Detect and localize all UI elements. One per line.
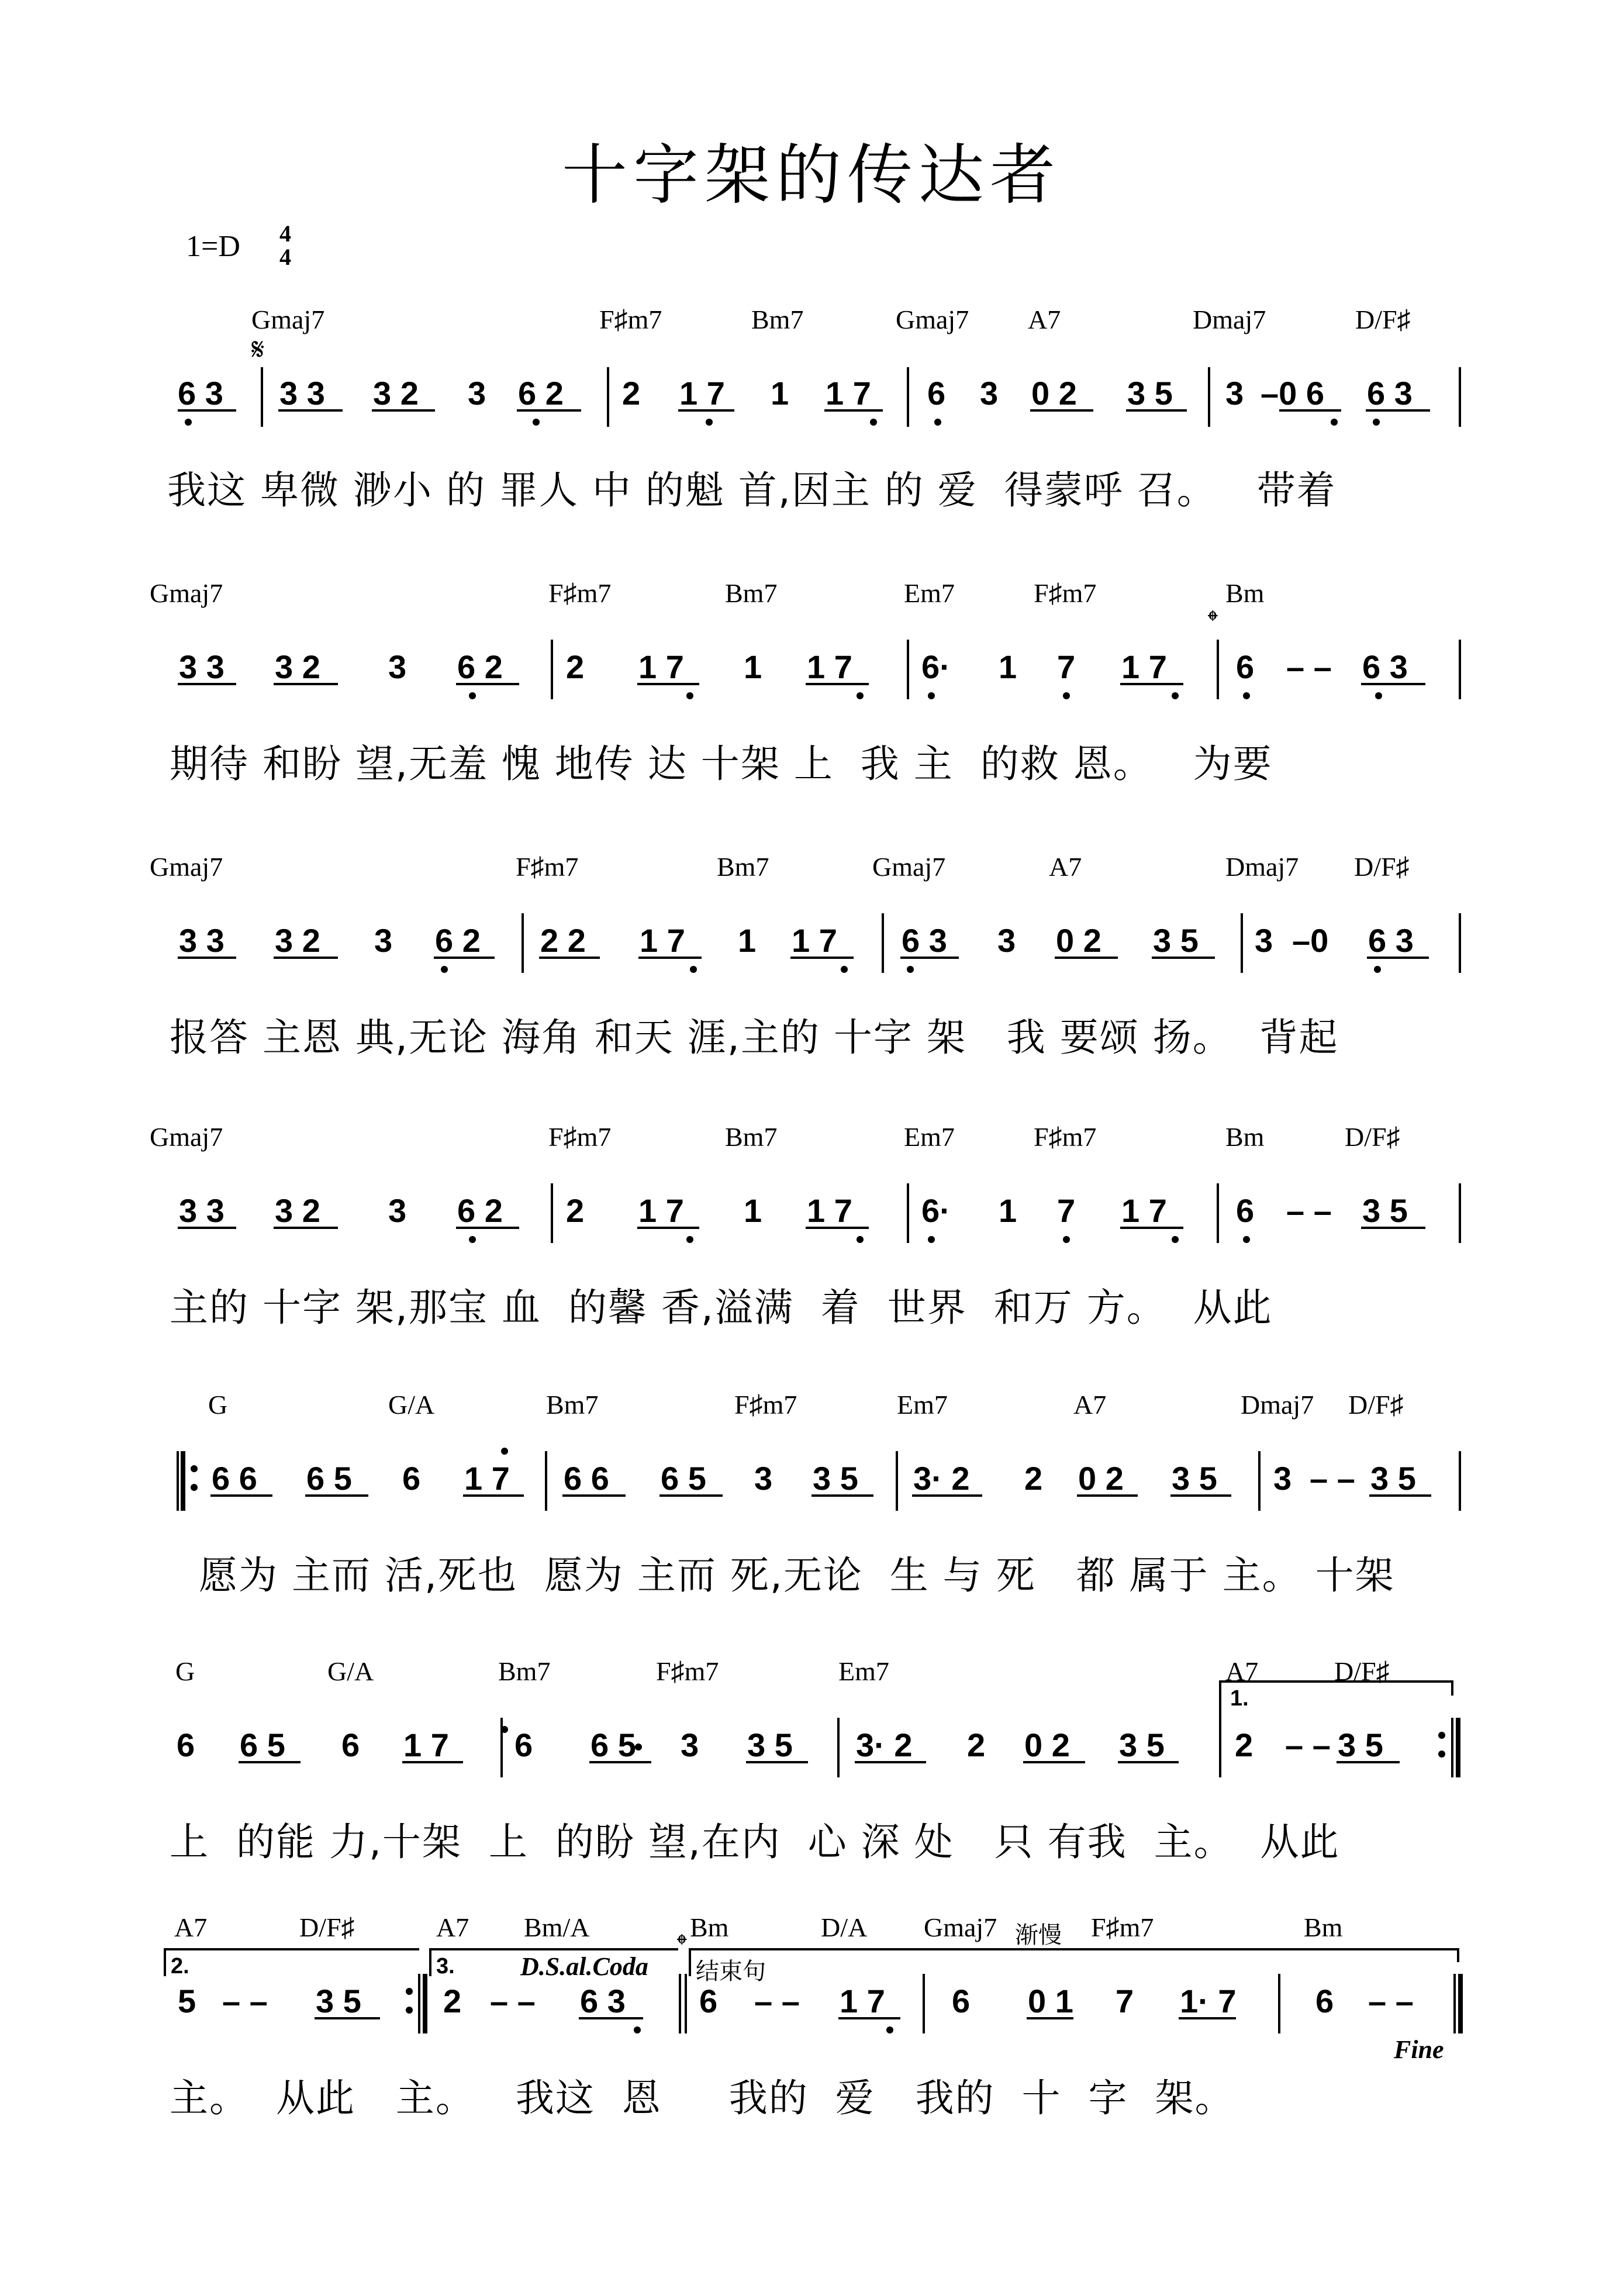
note: –0 6 <box>1261 375 1324 412</box>
note: 3 5 <box>747 1727 793 1763</box>
note: 2 <box>443 1983 462 2019</box>
notation-row <box>0 1982 1623 2052</box>
note: 1 7 <box>840 1983 885 2019</box>
system-7 <box>0 1912 1623 2146</box>
coda-icon: 𝄌 <box>1208 605 1218 637</box>
note: 3 5 <box>1172 1460 1217 1497</box>
chord: A7 <box>174 1912 208 1942</box>
note: 3 5 <box>316 1983 361 2019</box>
note: 3 2 <box>275 648 320 685</box>
chord: A7 <box>1028 305 1061 334</box>
note: 6 3 <box>1367 375 1413 412</box>
note: 7 <box>1057 1192 1076 1229</box>
note: 3 2 <box>275 922 320 959</box>
note: 1 <box>744 648 762 685</box>
time-signature <box>274 222 297 269</box>
note: 3 5 <box>1119 1727 1165 1763</box>
chord: F♯m7 <box>516 852 579 882</box>
chord: Bm7 <box>725 1122 778 1152</box>
note: 3 3 <box>179 922 225 959</box>
chord: Bm/A <box>524 1912 590 1942</box>
note: 2 2 <box>540 922 586 959</box>
volta-1-label: 1. <box>1230 1686 1249 1711</box>
note: 3 <box>1255 922 1273 959</box>
note: 6 6 <box>212 1460 257 1497</box>
note: 6 <box>177 1727 195 1763</box>
note: 3 5 <box>813 1460 858 1497</box>
segno-icon: 𝄋 <box>251 332 265 367</box>
time-sig-bottom: 4 <box>279 244 291 270</box>
chord: D/F♯ <box>1345 1122 1400 1152</box>
system-1 <box>0 304 1623 538</box>
note: 3 <box>388 1192 407 1229</box>
chord: D/F♯ <box>1354 852 1410 882</box>
chord: D/A <box>821 1912 868 1942</box>
chord: D/F♯ <box>1348 1390 1404 1420</box>
note: 3· 2 <box>913 1460 970 1497</box>
note: 0 2 <box>1078 1460 1124 1497</box>
lyric-line: 报答 主恩 典,无论 海角 和天 涯,主的 十字 架 我 要颂 扬。 背起 <box>170 1015 1339 1060</box>
chord: A7 <box>436 1912 469 1942</box>
system-2 <box>0 578 1623 812</box>
note: 1 <box>999 648 1017 685</box>
note: 1 7 <box>640 922 685 959</box>
note: – – <box>1310 1460 1355 1497</box>
volta-2-label: 2. <box>171 1954 189 1979</box>
note: 2 <box>1024 1460 1043 1497</box>
note: 6· <box>921 648 951 685</box>
chord: A7 <box>1049 852 1082 882</box>
chord: G <box>208 1390 228 1420</box>
note: 6 2 <box>457 1192 503 1229</box>
note: 6 5 <box>240 1727 285 1763</box>
note: 3 <box>1225 375 1244 412</box>
lyric-line: 愿为 主而 活,死也 愿为 主而 死,无论 生 与 死 都 属于 主。 十架 <box>199 1553 1395 1598</box>
note: 3· 2 <box>856 1727 913 1763</box>
note: 0 2 <box>1031 375 1077 412</box>
note: –0 <box>1292 922 1329 959</box>
note: 1 7 <box>638 648 684 685</box>
chord: Bm7 <box>725 578 778 608</box>
note: 3 5 <box>1127 375 1173 412</box>
lyric-line: 主的 十字 架,那宝 血 的馨 香,溢满 着 世界 和万 方。 从此 <box>170 1285 1273 1330</box>
chord: Em7 <box>904 578 955 608</box>
note: 1 7 <box>403 1727 449 1763</box>
chord: G/A <box>388 1390 435 1420</box>
chord: Em7 <box>838 1656 889 1686</box>
note: 1 7 <box>638 1192 684 1229</box>
lyric-line: 上 的能 力,十架 上 的盼 望,在内 心 深 处 只 有我 主。 从此 <box>170 1819 1340 1865</box>
notation-row <box>0 1192 1623 1262</box>
system-3 <box>0 851 1623 1085</box>
note: 1 <box>738 922 757 959</box>
note: 1 <box>771 375 789 412</box>
chord: Dmaj7 <box>1225 852 1299 882</box>
note: 3 2 <box>275 1192 320 1229</box>
note: – – <box>490 1983 536 2019</box>
note: 3 <box>681 1727 699 1763</box>
coda-icon: 𝄌 <box>677 1928 687 1961</box>
key-signature: 1=D <box>186 230 240 263</box>
note: 7 <box>1116 1983 1134 2019</box>
note: 7 <box>1057 648 1076 685</box>
note: 0 2 <box>1056 922 1101 959</box>
note: – – <box>1286 648 1332 685</box>
note: 1 7 <box>807 648 852 685</box>
note: 2 <box>622 375 641 412</box>
note: 1 7 <box>826 375 871 412</box>
system-6 <box>0 1656 1623 1890</box>
chord: F♯m7 <box>1091 1912 1154 1942</box>
note: 1· 7 <box>1180 1983 1237 2019</box>
chord: Gmaj7 <box>150 852 223 882</box>
notation-row <box>0 374 1623 444</box>
note: 6 <box>927 375 946 412</box>
chord: D/F♯ <box>299 1912 355 1942</box>
chord: Bm7 <box>546 1390 599 1420</box>
note: 3 <box>374 922 393 959</box>
note: 3 2 <box>373 375 419 412</box>
note: 6 2 <box>457 648 503 685</box>
note: 1 7 <box>1121 1192 1167 1229</box>
note: – – <box>754 1983 800 2019</box>
note: 1 7 <box>807 1192 852 1229</box>
note: 6 3 <box>902 922 947 959</box>
chord: F♯m7 <box>548 1122 612 1152</box>
chord: A7 <box>1073 1390 1107 1420</box>
note: 6 3 <box>1368 922 1414 959</box>
note: 1 7 <box>1121 648 1167 685</box>
note: 1 7 <box>464 1460 510 1497</box>
chord: Gmaj7 <box>150 578 223 608</box>
note: 2 <box>566 1192 585 1229</box>
note: – – <box>1286 1192 1332 1229</box>
note: 1 <box>999 1192 1017 1229</box>
note: 2 <box>967 1727 986 1763</box>
note: 6 3 <box>1362 648 1408 685</box>
note: – – <box>1368 1983 1414 2019</box>
chord: F♯m7 <box>1034 1122 1097 1152</box>
system-4 <box>0 1121 1623 1355</box>
note: 6 2 <box>518 375 564 412</box>
notation-row <box>0 921 1623 992</box>
notation-row <box>0 1459 1623 1529</box>
note: 3 5 <box>1362 1192 1408 1229</box>
note: 0 1 <box>1028 1983 1073 2019</box>
note: 3 <box>468 375 486 412</box>
note: 6 <box>514 1727 533 1763</box>
note: 6 2 <box>435 922 481 959</box>
note: 6 6 <box>564 1460 609 1497</box>
notation-row <box>0 1726 1623 1796</box>
note: 6 <box>952 1983 971 2019</box>
note: 6 <box>699 1983 718 2019</box>
note: 3 <box>388 648 407 685</box>
note: 1 <box>744 1192 762 1229</box>
chord: Gmaj7 <box>872 852 946 882</box>
note: 0 2 <box>1024 1727 1070 1763</box>
note: 6 5 <box>661 1460 706 1497</box>
time-sig-top: 4 <box>279 220 291 247</box>
note: 3 <box>1273 1460 1292 1497</box>
chord: Gmaj7 <box>251 305 325 334</box>
chord: Dmaj7 <box>1241 1390 1314 1420</box>
note: 3 5 <box>1370 1460 1416 1497</box>
note: 6 3 <box>178 375 223 412</box>
chord: Gmaj7 <box>896 305 969 334</box>
note: 3 3 <box>279 375 325 412</box>
note: 6 <box>1315 1983 1334 2019</box>
note: – – <box>222 1983 268 2019</box>
note: – – <box>1285 1727 1331 1763</box>
note: 3 3 <box>179 1192 225 1229</box>
chord: F♯m7 <box>734 1390 797 1420</box>
tempo-marking: 渐慢 <box>1015 1922 1062 1949</box>
ending-phrase-label: 结束句 <box>696 1958 766 1985</box>
note: 6 <box>1236 648 1255 685</box>
chord: Em7 <box>897 1390 948 1420</box>
note: 2 <box>566 648 585 685</box>
chord: F♯m7 <box>656 1656 719 1686</box>
chord: F♯m7 <box>548 578 612 608</box>
note: 3 3 <box>179 648 225 685</box>
note: 6 <box>341 1727 360 1763</box>
note: 3 <box>980 375 999 412</box>
note: 5 <box>178 1983 196 2019</box>
chord: F♯m7 <box>599 305 662 334</box>
chord: Bm <box>1304 1912 1343 1942</box>
chord: G/A <box>327 1656 374 1686</box>
chord: Gmaj7 <box>924 1912 997 1942</box>
note: 2 <box>1235 1727 1253 1763</box>
chord: D/F♯ <box>1355 305 1411 334</box>
note: 3 <box>997 922 1016 959</box>
chord: Bm7 <box>717 852 769 882</box>
note: 1 7 <box>679 375 725 412</box>
system-5 <box>0 1389 1623 1623</box>
chord: G <box>175 1656 195 1686</box>
note: 3 5 <box>1338 1727 1383 1763</box>
chord: Bm <box>690 1912 729 1942</box>
ds-al-coda: D.S.al.Coda <box>520 1952 648 1981</box>
note: 6 <box>1236 1192 1255 1229</box>
lyric-line: 期待 和盼 望,无羞 愧 地传 达 十架 上 我 主 的救 恩。 为要 <box>170 741 1273 786</box>
note: 6 3 <box>580 1983 626 2019</box>
chord: Gmaj7 <box>150 1122 223 1152</box>
fine-marking: Fine <box>1394 2035 1444 2064</box>
chord: Bm7 <box>498 1656 551 1686</box>
song-title: 十字架的传达者 <box>562 137 1061 213</box>
note: 6· <box>921 1192 951 1229</box>
note: 6 5 <box>591 1727 636 1763</box>
volta-3-label: 3. <box>436 1954 455 1979</box>
note: 3 5 <box>1153 922 1199 959</box>
note: 6 <box>402 1460 421 1497</box>
notation-row <box>0 648 1623 718</box>
note: 6 5 <box>306 1460 352 1497</box>
chord: Bm <box>1225 578 1265 608</box>
chord: F♯m7 <box>1034 578 1097 608</box>
chord: A7 <box>1225 1656 1259 1686</box>
chord: Bm <box>1225 1122 1265 1152</box>
chord: Dmaj7 <box>1193 305 1266 334</box>
lyric-line: 我这 卑微 渺小 的 罪人 中 的魁 首,因主 的 爱 得蒙呼 召。 带着 <box>167 468 1337 513</box>
note: 3 <box>754 1460 773 1497</box>
note: 1 7 <box>792 922 837 959</box>
lyric-line: 主。 从此 主。 我这 恩 我的 爱 我的 十 字 架。 <box>170 2076 1235 2121</box>
chord: Em7 <box>904 1122 955 1152</box>
chord: D/F♯ <box>1334 1656 1390 1686</box>
chord: Bm7 <box>751 305 804 334</box>
